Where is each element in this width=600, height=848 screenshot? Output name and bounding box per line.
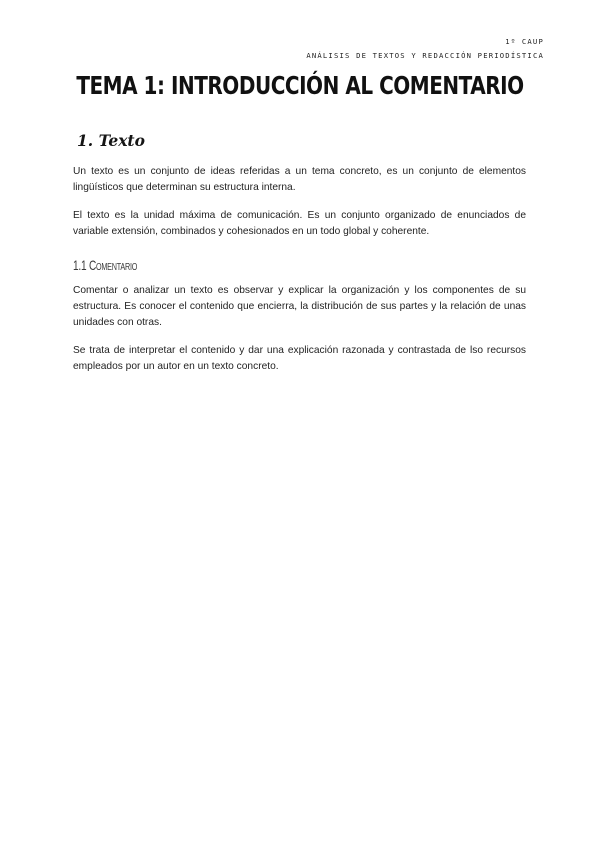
course-label: 1º CAUP: [505, 37, 544, 46]
paragraph-texto-2: El texto es la unidad máxima de comunicación. Es un conjunto organizado de enunciados de variable extensión, combinados y cohesionados en un todo global y coherente.: [73, 210, 526, 237]
paragraph-texto-1: Un texto es un conjunto de ideas referidas a un tema concreto, es un conjunto de elementos lingüísticos que determinan su estructura interna.: [73, 166, 526, 193]
paragraph-comentario-2: Se trata de interpretar el contenido y dar una explicación razonada y contrastada de lso recursos empleados por un autor en un texto concreto.: [73, 345, 526, 372]
subject-label: ANÁLISIS DE TEXTOS Y REDACCIÓN PERIODÍSTICA: [306, 51, 544, 60]
document-title: TEMA 1: INTRODUCCIÓN AL COMENTARIO: [76, 71, 524, 100]
page-header: [306, 35, 544, 63]
section-heading-comentario: 1.1 Comentario: [73, 257, 138, 273]
paragraph-comentario-1: Comentar o analizar un texto es observar y explicar la organización y los componentes de su estructura. Es conocer el contenido que encierra, la distribución de sus partes y la relación de unas unidades con otras.: [73, 285, 526, 328]
section-heading-texto: 1. Texto: [77, 131, 145, 150]
